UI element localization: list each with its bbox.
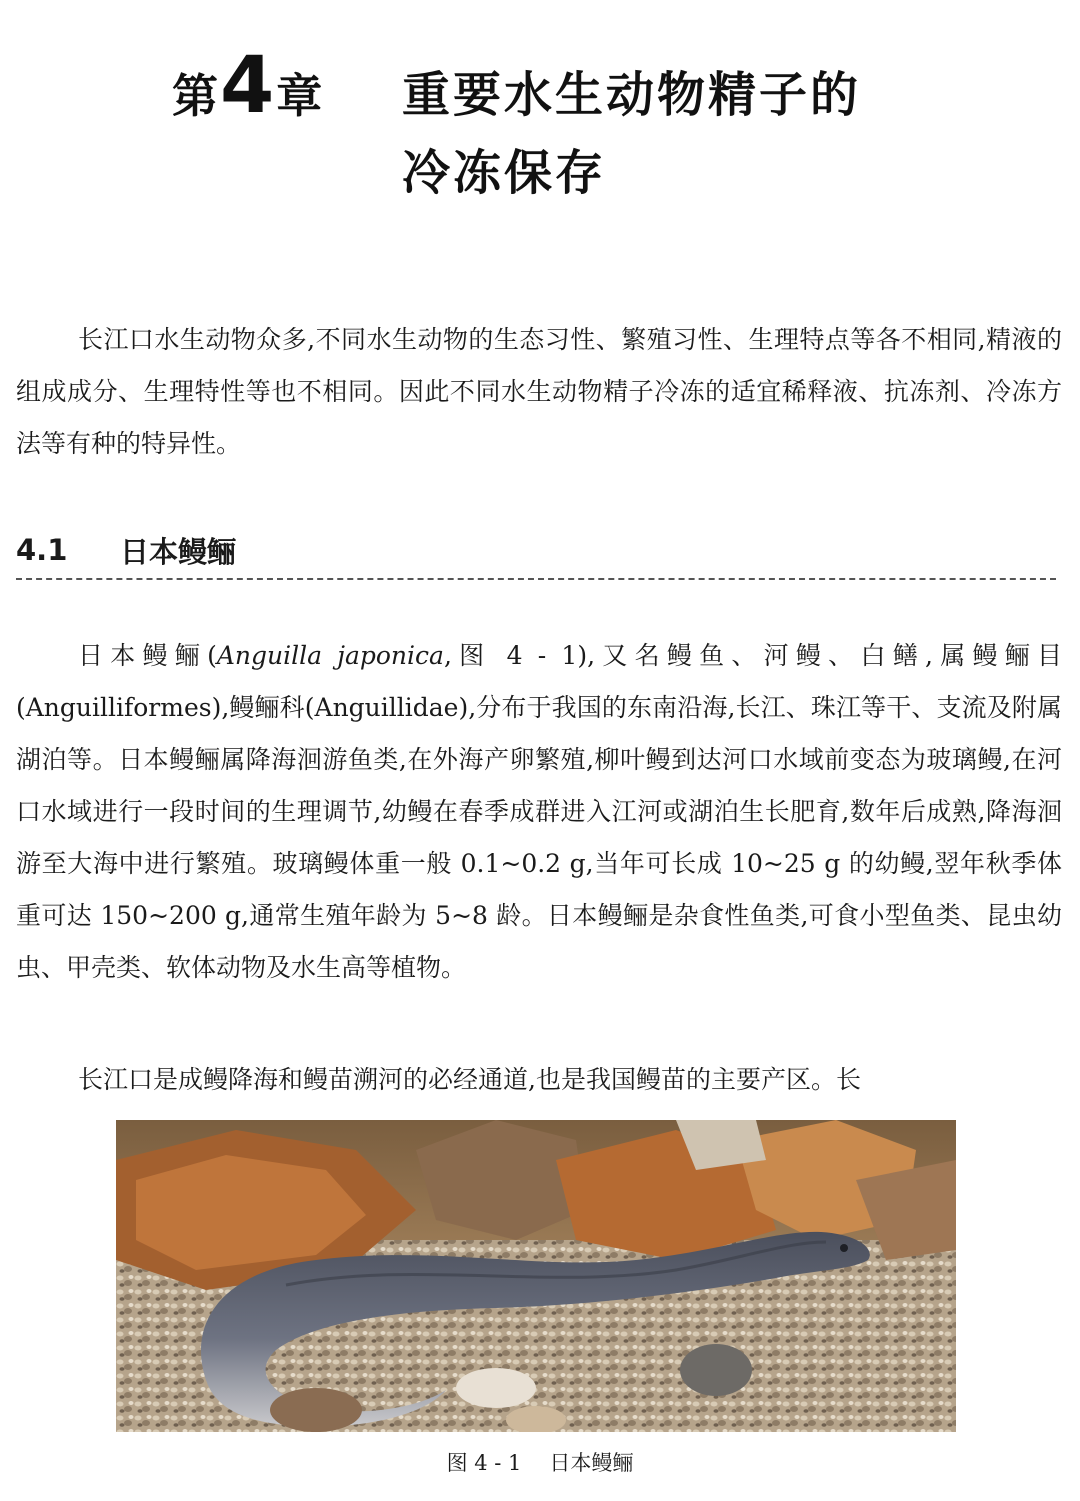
latin-name: Anguilla japonica	[216, 641, 444, 670]
chapter-label	[172, 41, 323, 131]
chapter-title-line1: 重要水生动物精子的	[402, 67, 862, 123]
intro-paragraph: 长江口水生动物众多,不同水生动物的生态习性、繁殖习性、生理特点等各不相同,精液的组成成分、生理特性等也不相同。因此不同水生动物精子冷冻的适宜稀释液、抗冻剂、冷冻方法等有种的特异性。	[16, 325, 1062, 458]
section-number: 4.1	[16, 533, 68, 567]
eel-photo-illustration	[116, 1120, 956, 1432]
chapter-heading	[0, 40, 1080, 200]
chapter-title-line2: 冷冻保存	[402, 145, 607, 201]
eel-photo	[116, 1120, 956, 1432]
chapter-title	[402, 56, 962, 212]
chapter-number: 4	[220, 41, 275, 131]
chapter-prefix: 第	[172, 69, 218, 123]
section-heading	[16, 522, 1056, 580]
section-title: 日本鳗鲡	[120, 534, 237, 569]
caption-number: 图 4 - 1	[446, 1451, 522, 1475]
chapter-suffix: 章	[276, 69, 323, 123]
body-paragraph-1	[16, 630, 1062, 994]
figure-caption	[0, 1448, 1080, 1478]
body-paragraph-1-part2: ,图 4 - 1),又名鳗鱼、河鳗、白鳝,属鳗鲡目(Anguilliformes),鳗鲡科(Anguillidae),分布于我国的东南沿海,长江、珠江等干、支流及附属湖泊等。日本鳗鲡属降海洄游鱼类,在外海产卵繁殖,柳叶鳗到达河口水域前变态为玻璃鳗,在河口水域进行一段时间的生理调节,幼鳗在春季成群进入江河或湖泊生长肥育,数年后成熟,降海洄游至大海中进行繁殖。玻璃鳗体重一般 0.1~0.2 g,当年可长成 10~25 g 的幼鳗,翌年秋季体重可达 150~200 g,通常生殖年龄为 5~8 龄。日本鳗鲡是杂食性鱼类,可食小型鱼类、昆虫幼虫、甲壳类、软体动物及水生高等植物。	[16, 641, 1063, 982]
caption-text: 日本鳗鲡	[549, 1451, 634, 1475]
body-paragraph-2: 长江口是成鳗降海和鳗苗溯河的必经通道,也是我国鳗苗的主要产区。长	[78, 1065, 861, 1094]
body-paragraph-1-part1: 日本鳗鲡(	[78, 641, 217, 670]
